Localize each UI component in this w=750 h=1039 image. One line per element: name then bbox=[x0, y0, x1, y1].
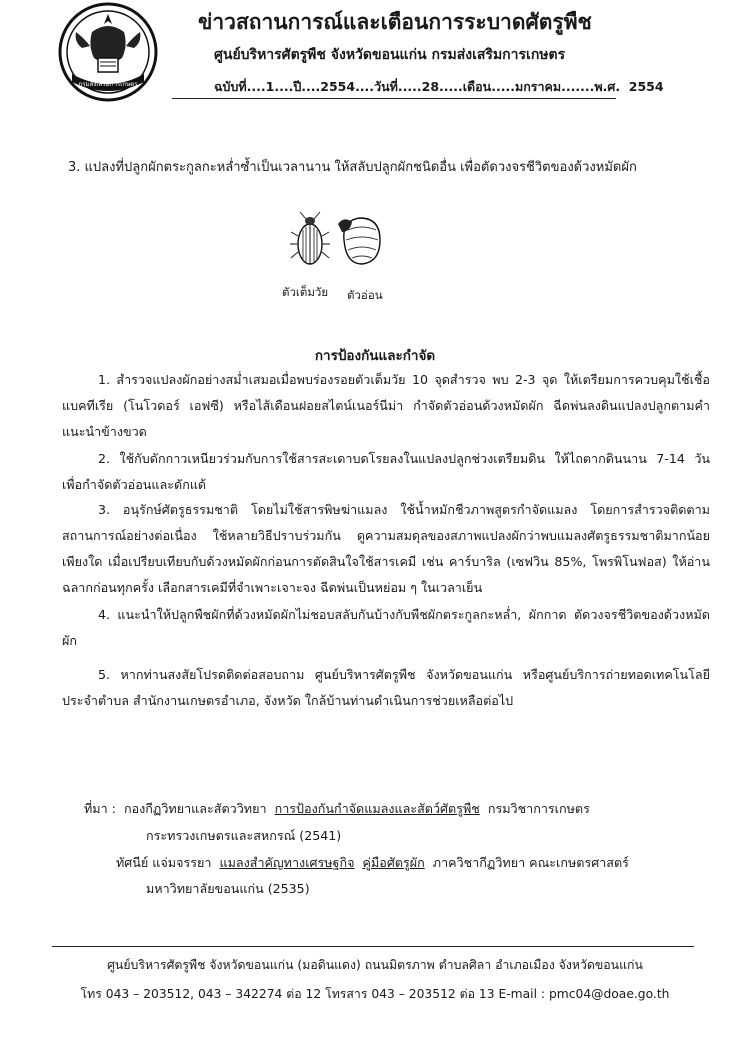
control-paragraph-5 bbox=[62, 662, 710, 714]
control-paragraph-5-text: 5. หากท่านสงสัยโปรดติดต่อสอบถาม ศูนย์บริหารศัตรูพืช จังหวัดขอนแก่น หรือศูนย์บริการถ่ายทอดเทคโนโลยีประจำตำบล สำนักงานเกษตรอำเภอ, จังหวัด ใกล้บ้านท่านดำเนินการช่วยเหลือต่อไป bbox=[62, 667, 710, 708]
ref1-author: กองกีฏวิทยาและสัตววิทยา bbox=[123, 801, 267, 816]
issue-month: มกราคม bbox=[514, 79, 562, 94]
be-label: พ.ศ. bbox=[594, 79, 621, 94]
logo-text: กรมส่งเสริมการเกษตร bbox=[78, 81, 138, 88]
bulletin-title: ข่าวสถานการณ์และเตือนการระบาดศัตรูพืช bbox=[198, 10, 592, 34]
issue-number: 1 bbox=[265, 79, 275, 94]
ref2-title-b: คู่มือศัตรูผัก bbox=[362, 855, 425, 870]
caption-larva: ตัวอ่อน bbox=[347, 288, 383, 302]
ref2-title-a: แมลงสำคัญทางเศรษฐกิจ bbox=[219, 855, 355, 870]
issue-line: ฉบับที่....1....ปี....2554....วันที่.....28.....เดือน.....มกราคม.......พ.ศ. 2554 bbox=[214, 79, 664, 94]
ref2-author: ทัศนีย์ แจ่มจรรยา bbox=[116, 855, 212, 870]
year-label: ปี bbox=[293, 79, 302, 94]
section-title: การป้องกันและกำจัด bbox=[314, 348, 436, 364]
control-paragraph-1-text: 1. สำรวจแปลงผักอย่างสม่ำเสมอเมื่อพบร่องรอยตัวเต็มวัย 10 จุดสำรวจ พบ 2-3 จุด ให้เตรียมการควบคุมใช้เชื้อแบคทีเรีย (โนโวดอร์ เอฟซี) หรือไส้เดือนฝอยสไตน์เนอร์นีม่า กำจัดตัวอ่อนด้วงหมัดผัก ฉีดพ่นลงดินแปลงปลูกตามคำแนะนำข้างขวด bbox=[62, 372, 710, 439]
control-paragraph-4 bbox=[62, 602, 710, 654]
ref1-title: การป้องกันกำจัดแมลงและสัตว์ศัตรูพืช bbox=[274, 801, 480, 816]
caption-adult: ตัวเต็มวัย bbox=[282, 285, 329, 299]
ref1-publisher-2: กระทรวงเกษตรและสหกรณ์ (2541) bbox=[146, 828, 342, 843]
issue-year: 2554 bbox=[320, 79, 356, 94]
item-3-text: 3. แปลงที่ปลูกผักตระกูลกะหล่ำซ้ำเป็นเวลานาน ให้สลับปลูกผักชนิดอื่น เพื่อตัดวงจรชีวิตของด้วงหมัดผัก bbox=[68, 160, 637, 175]
source-line-1 bbox=[84, 799, 590, 819]
day-label: วันที่ bbox=[374, 79, 398, 94]
larva-icon bbox=[338, 218, 380, 264]
ref2-publisher-2: มหาวิทยาลัยขอนแก่น (2535) bbox=[146, 881, 310, 896]
footer-contact: โทร 043 – 203512, 043 – 342274 ต่อ 12 โทรสาร 043 – 203512 ต่อ 13 E-mail : pmc04@doae.go.th bbox=[80, 987, 670, 1001]
header-divider bbox=[172, 98, 616, 99]
issue-day: 28 bbox=[421, 79, 440, 94]
department-seal-logo bbox=[52, 2, 164, 102]
issue-label: ฉบับที่ bbox=[214, 79, 247, 94]
control-paragraph-2-text: 2. ใช้กับดักกาวเหนียวร่วมกับการใช้สารสะเดาบดโรยลงในแปลงปลูกช่วงเตรียมดิน ให้ไถตากดินนาน 7-14 วัน เพื่อกำจัดตัวอ่อนและดักแด้ bbox=[62, 451, 710, 492]
ref2-publisher: ภาควิชากีฏวิทยา คณะเกษตรศาสตร์ bbox=[432, 855, 629, 870]
control-paragraph-4-text: 4. แนะนำให้ปลูกพืชผักที่ด้วงหมัดผักไม่ชอบสลับกันบ้างกับพืชผักตระกูลกะหล่ำ, ผักกาด ตัดวงจรชีวิตของด้วงหมัดผัก bbox=[62, 607, 710, 648]
control-paragraph-2 bbox=[62, 446, 710, 498]
month-label: เดือน bbox=[462, 79, 492, 94]
footer-divider bbox=[52, 946, 694, 947]
footer-address: ศูนย์บริหารศัตรูพืช จังหวัดขอนแก่น (มอดินแดง) ถนนมิตรภาพ ตำบลศิลา อำเภอเมือง จังหวัดขอนแก่น bbox=[107, 958, 643, 972]
bulletin-subtitle: ศูนย์บริหารศัตรูพืช จังหวัดขอนแก่น กรมส่งเสริมการเกษตร bbox=[214, 47, 566, 63]
adult-beetle-icon bbox=[290, 212, 330, 264]
source-label: ที่มา : bbox=[84, 801, 116, 816]
issue-be-year: 2554 bbox=[628, 79, 664, 94]
control-paragraph-3 bbox=[62, 497, 710, 601]
control-paragraph-1 bbox=[62, 367, 710, 445]
control-paragraph-3-text: 3. อนุรักษ์ศัตรูธรรมชาติ โดยไม่ใช้สารพิษฆ่าแมลง ใช้น้ำหมักชีวภาพสูตรกำจัดแมลง โดยการสำรวจติดตามสถานการณ์อย่างต่อเนื่อง ใช้หลายวิธีปราบร่วมกัน ดูความสมดุลของสภาพแปลงผักว่าพบแมลงศัตรูธรรมชาติมากน้อยเพียงใด เมื่อเปรียบเทียบกับด้วงหมัดผักก่อนการตัดสินใจใช้สารเคมี เช่น คาร์บาริล (เซฟวิน 85%, โพรพิโนฟอส) ให้อ่านฉลากก่อนทุกครั้ง เลือกสารเคมีที่จำเพาะเจาะจง ฉีดพ่นเป็นหย่อม ๆ ในเวลาเย็น bbox=[62, 502, 710, 595]
flea-beetle-illustration bbox=[288, 210, 384, 274]
source-line-2 bbox=[116, 853, 629, 873]
ref1-publisher: กรมวิชาการเกษตร bbox=[487, 801, 590, 816]
